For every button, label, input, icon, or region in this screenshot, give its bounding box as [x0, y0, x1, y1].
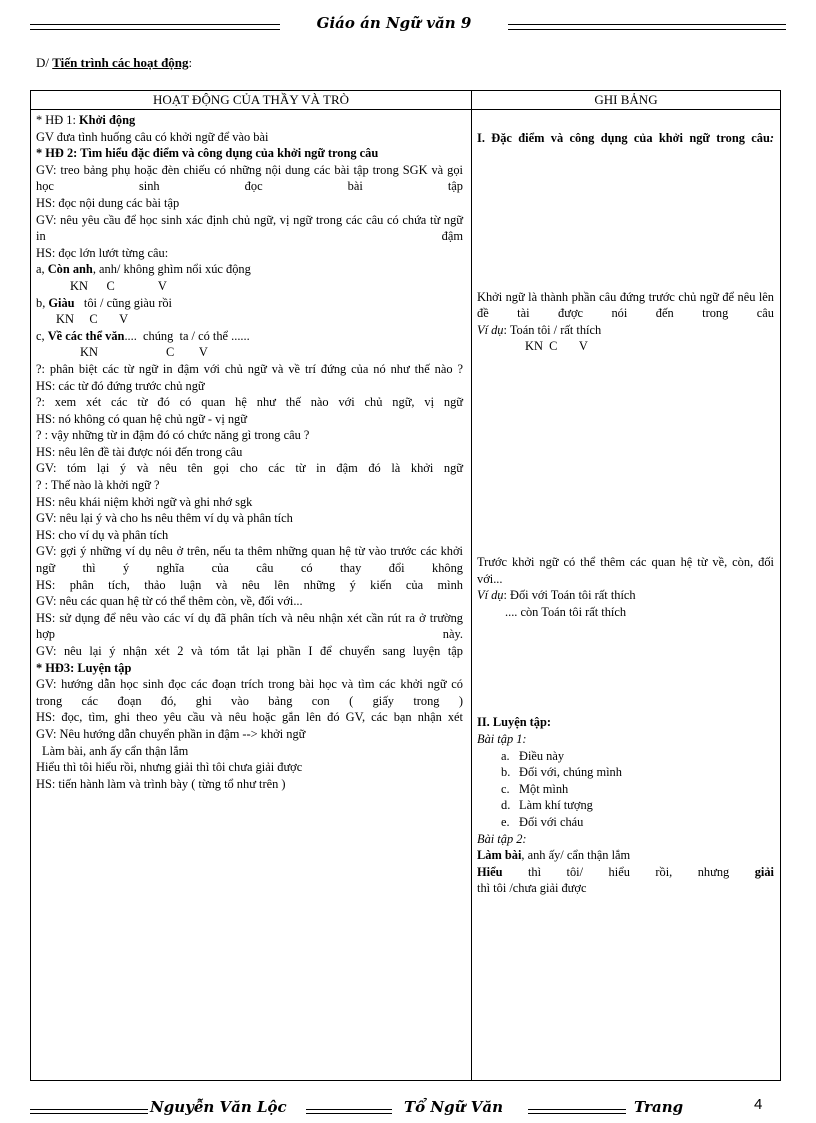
exercise-1-list [477, 748, 774, 831]
example-c: c, Về các thể văn.... chúng ta / có thể ...... [36, 328, 250, 343]
text-line: GV: nêu yêu cầu để học sinh xác định chủ ngữ, vị ngữ trong các câu có chứa từ ngữ in đậm [36, 212, 463, 244]
text-line: GV: gợi ý những ví dụ nêu ở trên, nếu ta thêm những quan hệ từ vào trước các khởi ngữ thì ý nghĩa của câu có thay đổi không [36, 544, 463, 576]
list-item: a. Điều này [501, 748, 565, 763]
board-section-1: I. Đặc điểm và công dụng của khởi ngữ trong câu: [477, 131, 774, 145]
list-item: c. Một mình [501, 781, 569, 796]
board-example: Ví dụ: Toán tôi / rất thích [477, 322, 602, 337]
text-line: ?: phân biệt các từ ngữ in đậm với chủ ngữ và về trí đứng của nó như thế nào ? [36, 361, 463, 376]
text-line: HS: nêu lên đề tài được nói đến trong câu [36, 444, 243, 459]
list-item: e. Đối với cháu [501, 814, 584, 829]
board-cell [472, 110, 781, 1081]
text-line: HS: nó không có quan hệ chủ ngữ - vị ngữ [36, 411, 247, 426]
footer-page-label: Trang [634, 1098, 684, 1116]
board-example-labels: KN C V [525, 339, 588, 354]
activity-hd2: * HĐ 2: Tìm hiểu đặc điểm và công dụng của khởi ngữ trong câu [36, 146, 379, 161]
text-line: GV: nêu các quan hệ từ có thể thêm còn, về, đối với... [36, 594, 303, 609]
text-line: ? : vậy những từ in đậm đó có chức năng gì trong câu ? [36, 428, 310, 443]
example-b: b, Giàu tôi / cũng giàu rồi [36, 295, 172, 310]
section-prefix: D/ [36, 55, 49, 70]
list-item: d. Làm khí tượng [501, 798, 593, 813]
column-header-activities: HOẠT ĐỘNG CỦA THẦY VÀ TRÒ [31, 91, 472, 110]
text-line: HS: đọc lớn lướt từng câu: [36, 245, 169, 260]
column-header-board: GHI BẢNG [472, 91, 781, 110]
example-a: a, Còn anh, anh/ không ghìm nổi xúc động [36, 262, 251, 277]
header-title: Giáo án Ngữ văn 9 [316, 14, 472, 32]
text-line: GV: nêu lại ý nhận xét 2 và tóm tắt lại phần I để chuyển sang luyện tập [36, 644, 463, 658]
footer-author: Nguyễn Văn Lộc [150, 1098, 287, 1116]
exercise-1-label: Bài tập 1: [477, 731, 527, 746]
text-line: HS: sử dụng để nêu vào các ví dụ đã phân tích và nêu nhận xét cần rút ra ở trường hợp này. [36, 610, 463, 642]
text-line: GV đưa tình huống câu có khởi ngữ để vào bài [36, 129, 269, 144]
text-line: HS: các từ đó đứng trước chủ ngữ [36, 378, 205, 393]
header-rule-left [30, 24, 280, 30]
footer-rule [30, 1109, 148, 1114]
board-note: Trước khởi ngữ có thể thêm các quan hệ từ về, còn, đối với... [477, 554, 774, 586]
example-c-labels: KN C V [80, 345, 208, 360]
section-heading [36, 55, 192, 71]
board-example-2-more: .... còn Toán tôi rất thích [505, 604, 627, 619]
lesson-table [30, 90, 781, 1081]
section-suffix: : [188, 55, 193, 70]
text-line: GV: tóm lại ý và nêu tên gọi cho các từ in đậm đó là khởi ngữ [36, 461, 463, 476]
exercise-2-answer-2-cont: thì tôi /chưa giải được [477, 881, 587, 896]
footer-rule [306, 1109, 392, 1114]
text-line: GV: hướng dẫn học sinh đọc các đoạn trích trong bài học và tìm các khởi ngữ có trong các đoạn đó, ghi vào bảng con ( giấy trong ) [36, 677, 463, 708]
board-section-2: II. Luyện tập: [477, 715, 552, 730]
text-line: Hiểu thì tôi hiểu rồi, nhưng giải thì tôi chưa giải được [36, 760, 303, 775]
text-line: HS: cho ví dụ và phân tích [36, 527, 169, 542]
text-line: ? : Thế nào là khởi ngữ ? [36, 478, 160, 493]
board-definition: Khởi ngữ là thành phần câu đứng trước chủ ngữ để nêu lên đề tài được nói đến trong câu [477, 289, 774, 321]
page-number: 4 [754, 1096, 763, 1113]
exercise-2-label: Bài tập 2: [477, 831, 527, 846]
exercise-2-answer-2: Hiểu thì tôi/ hiểu rồi, nhưng giải [477, 864, 774, 879]
activity-hd1: * HĐ 1: Khởi động [36, 113, 136, 127]
footer-rule [528, 1109, 626, 1114]
text-line: HS: nêu khái niệm khởi ngữ và ghi nhớ sgk [36, 494, 253, 509]
activities-cell [31, 110, 472, 1081]
text-line: HS: đọc nội dung các bài tập [36, 195, 180, 210]
list-item: b. Đối với, chúng mình [501, 765, 622, 780]
page-footer [30, 1096, 763, 1122]
text-line: HS: đọc, tìm, ghi theo yêu cầu và nêu hoặc gắn lên đó GV, các bạn nhận xét [36, 710, 463, 725]
text-line: ?: xem xét các từ đó có quan hệ như thế nào với chủ ngữ, vị ngữ [36, 395, 463, 410]
page-header [30, 14, 786, 40]
activity-hd3: * HĐ3: Luyện tập [36, 660, 132, 675]
text-line: HS: phân tích, thảo luận và nêu lên những ý kiến của mình [36, 577, 463, 592]
text-line: GV: nêu lại ý và cho hs nêu thêm ví dụ và phân tích [36, 511, 293, 526]
text-line: Làm bài, anh ấy cẩn thận lắm [42, 743, 189, 758]
section-title: Tiến trình các hoạt động [52, 55, 189, 70]
board-example-2: Ví dụ: Đối với Toán tôi rất thích [477, 588, 636, 603]
text-line: GV: Nêu hướng dẫn chuyển phần in đậm --> khởi ngữ [36, 726, 306, 741]
example-a-labels: KN C V [70, 278, 167, 293]
exercise-2-answer-1: Làm bài, anh ấy/ cẩn thận lắm [477, 848, 631, 863]
example-b-labels: KN C V [56, 312, 129, 327]
text-line: GV: treo bảng phụ hoặc đèn chiếu có những nội dung các bài tập trong SGK và gọi học sinh đọc bài tập [36, 162, 463, 194]
text-line: HS: tiến hành làm và trình bày ( từng tổ như trên ) [36, 776, 286, 791]
footer-group: Tổ Ngữ Văn [404, 1098, 503, 1116]
header-rule-right [508, 24, 786, 30]
